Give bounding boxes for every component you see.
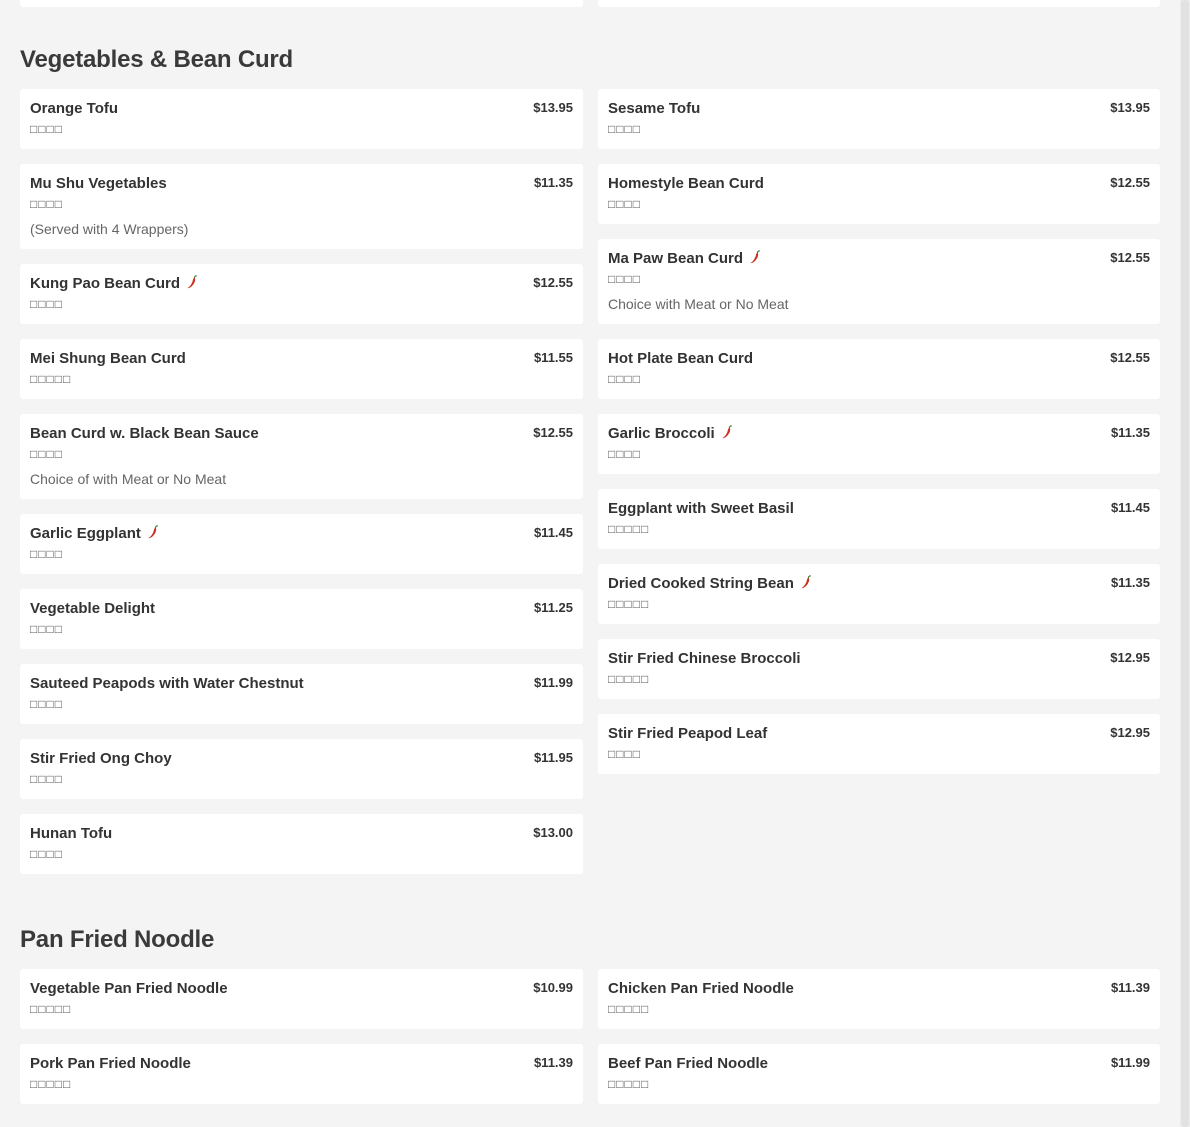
menu-item-card[interactable]	[20, 664, 583, 724]
menu-item-price: $11.95	[533, 750, 573, 765]
menu-item-price: $12.55	[533, 275, 573, 290]
menu-item-name	[608, 349, 843, 369]
menu-column-left	[20, 89, 583, 889]
menu-item-card[interactable]	[598, 89, 1160, 149]
menu-item-price: $13.95	[1110, 100, 1150, 115]
menu-item-price: $13.00	[533, 825, 573, 840]
menu-item-name	[30, 274, 288, 294]
menu-item-name-text: Dried Cooked String Bean	[608, 575, 794, 592]
menu-item-chinese-name: □□□□	[608, 272, 641, 286]
menu-item-name-text: Vegetable Pan Fried Noodle	[30, 980, 228, 997]
menu-item-price: $12.55	[533, 425, 573, 440]
menu-item-chinese-name: □□□□□	[30, 1077, 72, 1091]
menu-item-card[interactable]	[598, 639, 1160, 699]
menu-item-price: $12.95	[1110, 650, 1150, 665]
menu-item-name	[608, 174, 854, 194]
menu-item-chinese-name: □□□□	[30, 197, 63, 211]
menu-item-card[interactable]	[598, 714, 1160, 774]
menu-item-price: $12.55	[1110, 175, 1150, 190]
menu-item-name-text: Mu Shu Vegetables	[30, 175, 167, 192]
menu-item-name-text: Stir Fried Ong Choy	[30, 750, 172, 767]
menu-item-name-text: Mei Shung Bean Curd	[30, 350, 186, 367]
menu-item-name-text: Eggplant with Sweet Basil	[608, 500, 794, 517]
menu-item-name	[30, 599, 245, 619]
menu-item-name	[608, 574, 902, 594]
menu-item-card[interactable]	[20, 589, 583, 649]
menu-item-chinese-name: □□□□□	[608, 522, 650, 536]
menu-item-chinese-name: □□□□□	[608, 1077, 650, 1091]
menu-item-name-text: Hunan Tofu	[30, 825, 113, 842]
menu-item-card[interactable]	[20, 264, 583, 324]
menu-item-card[interactable]	[20, 514, 583, 574]
menu-item-name	[30, 99, 208, 119]
menu-item-name-text: Garlic Broccoli	[608, 425, 715, 442]
menu-item-chinese-name: □□□□	[30, 622, 63, 636]
section-pan-fried-noodle	[20, 969, 1160, 1119]
menu-item-name	[608, 249, 851, 269]
menu-item-price: $11.99	[1110, 1055, 1150, 1070]
menu-column-left	[20, 969, 583, 1119]
menu-item-card[interactable]	[598, 564, 1160, 624]
menu-item-card[interactable]	[20, 814, 583, 874]
menu-item-card[interactable]	[20, 414, 583, 499]
menu-item-name-text: Hot Plate Bean Curd	[608, 350, 754, 367]
menu-item-price: $11.55	[533, 350, 573, 365]
menu-item-name-text: Pork Pan Fried Noodle	[30, 1055, 191, 1072]
menu-item-name-text: Stir Fried Chinese Broccoli	[608, 650, 801, 667]
menu-item-card[interactable]	[20, 739, 583, 799]
menu-item-chinese-name: □□□□	[30, 697, 63, 711]
menu-item-card[interactable]	[598, 339, 1160, 399]
menu-item-price: $11.39	[533, 1055, 573, 1070]
menu-item-chinese-name: □□□□	[30, 547, 63, 561]
menu-item-card[interactable]	[598, 489, 1160, 549]
menu-column-right	[598, 89, 1160, 789]
menu-item-name-text: Bean Curd w. Black Bean Sauce	[30, 425, 259, 442]
menu-item-price: $11.45	[1110, 500, 1150, 515]
menu-item-chinese-name: □□□□	[608, 447, 641, 461]
menu-item-chinese-name: □□□□	[30, 847, 63, 861]
menu-item-name-text: Kung Pao Bean Curd	[30, 275, 181, 292]
menu-item-name	[30, 349, 276, 369]
menu-item-name	[608, 1054, 858, 1074]
previous-card-left[interactable]	[20, 0, 583, 7]
menu-item-price: $11.39	[1110, 980, 1150, 995]
section-vegetables-bean-curd	[20, 89, 1160, 889]
menu-item-name-text: Chicken Pan Fried Noodle	[608, 980, 794, 997]
menu-item-card[interactable]	[20, 969, 583, 1029]
menu-item-card[interactable]	[598, 414, 1160, 474]
chili-pepper-icon	[749, 250, 761, 264]
menu-content	[20, 0, 1160, 1119]
menu-item-price: $11.45	[533, 525, 573, 540]
section-title-vegetables-bean-curd: Vegetables & Bean Curd	[20, 46, 294, 73]
menu-column-right	[598, 969, 1160, 1119]
menu-item-price: $12.55	[1110, 250, 1150, 265]
menu-item-description: (Served with 4 Wrappers)	[30, 221, 189, 237]
chili-pepper-icon	[800, 575, 812, 589]
menu-item-card[interactable]	[598, 164, 1160, 224]
menu-item-name	[30, 174, 257, 194]
menu-item-name	[30, 824, 202, 844]
menu-item-price: $13.95	[533, 100, 573, 115]
chili-pepper-icon	[721, 425, 733, 439]
menu-item-chinese-name: □□□□	[608, 197, 641, 211]
menu-item-name-text: Stir Fried Peapod Leaf	[608, 725, 768, 742]
menu-item-chinese-name: □□□□	[30, 297, 63, 311]
scrollbar[interactable]	[1180, 0, 1190, 1127]
menu-item-chinese-name: □□□□	[30, 447, 63, 461]
menu-item-name	[30, 979, 318, 999]
menu-item-chinese-name: □□□□	[608, 122, 641, 136]
section-title-pan-fried-noodle: Pan Fried Noodle	[20, 926, 215, 953]
menu-item-price: $11.99	[533, 675, 573, 690]
menu-item-price: $11.25	[533, 600, 573, 615]
menu-item-chinese-name: □□□□	[30, 122, 63, 136]
menu-item-name	[30, 1054, 281, 1074]
menu-item-name	[30, 424, 349, 444]
menu-item-chinese-name: □□□□□	[30, 372, 72, 386]
menu-item-card[interactable]	[20, 89, 583, 149]
menu-item-name	[608, 499, 884, 519]
menu-item-card[interactable]	[598, 969, 1160, 1029]
menu-item-price: $12.55	[1110, 350, 1150, 365]
menu-item-name	[30, 674, 394, 694]
menu-item-name	[608, 424, 823, 444]
menu-item-name-text: Sauteed Peapods with Water Chestnut	[30, 675, 304, 692]
previous-card-right[interactable]	[598, 0, 1160, 7]
menu-item-card[interactable]	[20, 1044, 583, 1104]
scrollbar-thumb[interactable]	[1181, 0, 1189, 1127]
menu-item-chinese-name: □□□□	[608, 747, 641, 761]
menu-item-price: $11.35	[1110, 575, 1150, 590]
menu-item-chinese-name: □□□□	[608, 372, 641, 386]
menu-item-price: $11.35	[1110, 425, 1150, 440]
menu-item-description: Choice with Meat or No Meat	[608, 296, 789, 312]
menu-item-name	[608, 979, 884, 999]
previous-section-cards	[20, 0, 1160, 7]
menu-item-name	[30, 524, 249, 544]
menu-item-chinese-name: □□□□□	[608, 672, 650, 686]
menu-item-name	[608, 99, 790, 119]
menu-item-card[interactable]	[598, 1044, 1160, 1104]
menu-item-card[interactable]	[598, 239, 1160, 324]
menu-item-name-text: Ma Paw Bean Curd	[608, 250, 744, 267]
menu-item-price: $12.95	[1110, 725, 1150, 740]
menu-item-card[interactable]	[20, 339, 583, 399]
menu-item-name-text: Sesame Tofu	[608, 100, 701, 117]
menu-item-name-text: Garlic Eggplant	[30, 525, 141, 542]
menu-item-name	[30, 749, 262, 769]
menu-item-name-text: Orange Tofu	[30, 100, 119, 117]
menu-item-chinese-name: □□□□□	[30, 1002, 72, 1016]
chili-pepper-icon	[186, 275, 198, 289]
menu-item-card[interactable]	[20, 164, 583, 249]
menu-item-name-text: Vegetable Delight	[30, 600, 156, 617]
menu-item-name	[608, 724, 857, 744]
menu-item-name	[608, 649, 891, 669]
menu-item-price: $10.99	[533, 980, 573, 995]
menu-item-name-text: Homestyle Bean Curd	[608, 175, 764, 192]
menu-item-chinese-name: □□□□□	[608, 597, 650, 611]
menu-item-description: Choice of with Meat or No Meat	[30, 471, 227, 487]
menu-item-price: $11.35	[533, 175, 573, 190]
menu-item-name-text: Beef Pan Fried Noodle	[608, 1055, 769, 1072]
menu-item-chinese-name: □□□□	[30, 772, 63, 786]
chili-pepper-icon	[147, 525, 159, 539]
menu-item-chinese-name: □□□□□	[608, 1002, 650, 1016]
